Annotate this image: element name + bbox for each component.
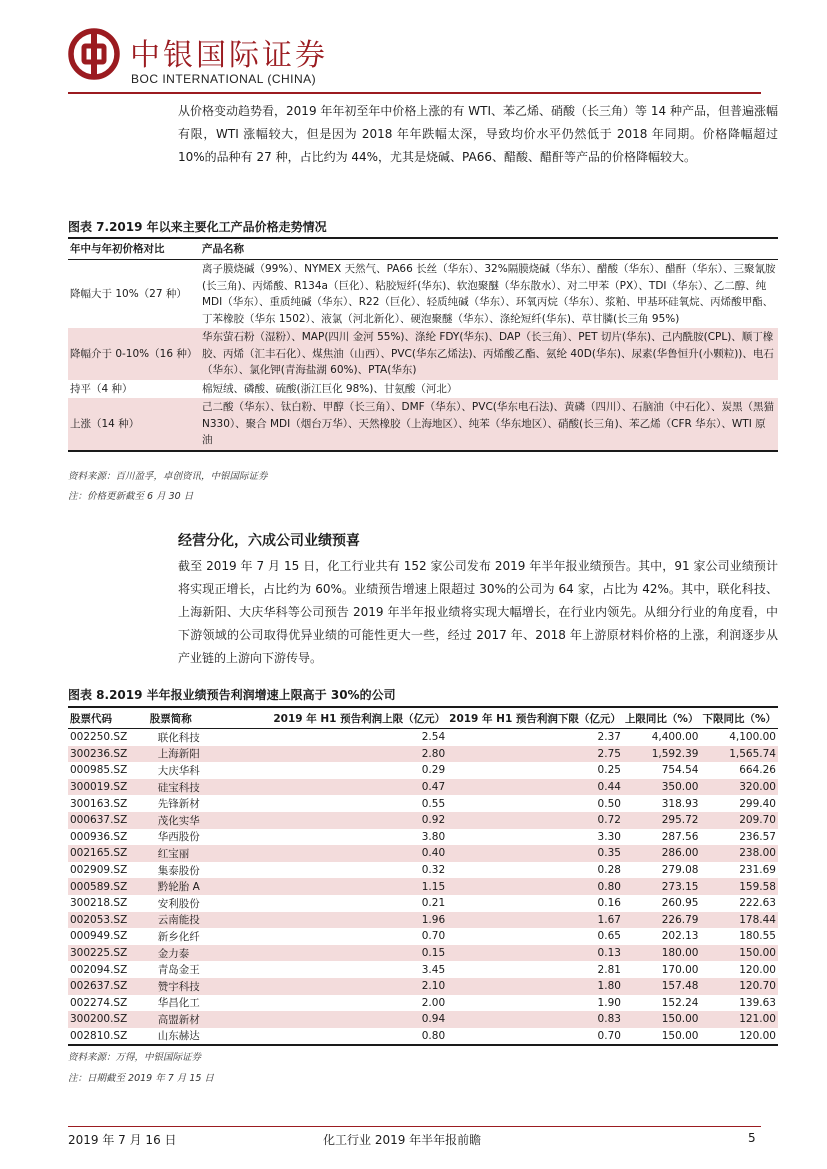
table-row [68, 895, 778, 912]
figure8-title: 图表 8.2019 半年报业绩预告利润增速上限高于 30%的公司 [68, 688, 396, 702]
table-row [68, 380, 778, 399]
yoy-lower: 120.00 [700, 1028, 778, 1046]
figure7-note: 注：价格更新截至 6 月 30 日 [68, 491, 194, 502]
figure7-title: 图表 7.2019 年以来主要化工产品价格走势情况 [68, 220, 327, 234]
stock-name: 高盟新材 [148, 1011, 272, 1028]
stock-code: 300225.SZ [68, 945, 148, 962]
stock-code: 002274.SZ [70, 996, 128, 1009]
yoy-lower: 236.57 [739, 830, 776, 843]
profit-lower: 0.50 [597, 797, 621, 810]
yoy-upper: 260.95 [661, 897, 699, 910]
profit-lower: 0.16 [597, 897, 621, 910]
page-header [68, 28, 768, 98]
boc-logo-icon [68, 28, 120, 80]
profit-lower: 0.13 [447, 945, 623, 962]
stock-code: 300218.SZ [70, 897, 128, 910]
row-category: 持平（4 种） [70, 382, 133, 395]
yoy-lower: 320.00 [700, 779, 778, 796]
table-row [68, 961, 778, 978]
intro-paragraph: 从价格变动趋势看，2019 年年初至年中价格上涨的有 WTI、苯乙烯、硝酸（长三角）等 14 种产品，但普遍涨幅有限，WTI 涨幅较大，但是因为 2018 年年跌幅太深，导致均价水平仍然低于 2018 年同期。价格降幅超过 10%的品种有 27 种，占比约为 44%，尤其是烧碱、PA66、醋酸、醋酐等产品的价格降幅较大。 [178, 104, 778, 164]
profit-lower: 0.80 [447, 878, 623, 895]
row-category: 降幅大于 10%（27 种） [70, 287, 187, 300]
stock-code: 002250.SZ [70, 731, 128, 744]
stock-code: 000949.SZ [70, 930, 128, 943]
table-row [68, 1011, 778, 1028]
yoy-upper: 202.13 [661, 930, 699, 943]
row-category: 降幅介于 0-10%（16 种） [68, 328, 200, 380]
table-row [68, 398, 778, 451]
stock-name: 集泰股份 [157, 864, 200, 877]
profit-lower: 0.44 [447, 779, 623, 796]
profit-upper: 0.47 [271, 779, 447, 796]
table-row [68, 928, 778, 945]
profit-upper: 2.00 [421, 996, 446, 1009]
table-row [68, 779, 778, 796]
stock-code: 000589.SZ [68, 878, 148, 895]
profit-upper: 3.80 [421, 830, 446, 843]
profit-lower: 3.30 [597, 830, 621, 843]
table-row [68, 1028, 778, 1046]
yoy-upper: 180.00 [623, 945, 701, 962]
column-header: 产品名称 [200, 238, 778, 260]
table-row [68, 878, 778, 895]
table-row [68, 862, 778, 879]
column-header: 下限同比（%） [700, 707, 778, 729]
yoy-upper: 226.79 [623, 912, 701, 929]
profit-upper: 0.92 [271, 812, 447, 829]
stock-name: 赞宇科技 [148, 978, 272, 995]
yoy-upper: 4,400.00 [651, 731, 699, 744]
stock-code: 300163.SZ [70, 797, 128, 810]
yoy-lower: 180.55 [739, 930, 776, 943]
profit-upper: 2.54 [421, 731, 446, 744]
stock-code: 300200.SZ [68, 1011, 148, 1028]
row-category: 上涨（14 种） [68, 398, 200, 451]
stock-name: 黔轮胎 A [148, 878, 272, 895]
yoy-upper: 150.00 [623, 1028, 701, 1046]
profit-lower: 1.80 [447, 978, 623, 995]
stock-name: 安利股份 [157, 897, 200, 910]
table-row [68, 260, 778, 329]
stock-code: 000985.SZ [70, 764, 128, 777]
stock-name: 上海新阳 [148, 746, 272, 763]
stock-name: 华西股份 [157, 831, 200, 844]
stock-name: 先锋新材 [157, 798, 200, 811]
section-paragraph: 截至 2019 年 7 月 15 日，化工行业共有 152 家公司发布 2019 年半年报业绩预告。其中，91 家公司业绩预计将实现正增长，占比约为 60%。业绩预告增速上限超过 30%的公司为 64 家，占比为 42%。其中，联化科技、上海新阳、大庆华科等公司预告 2019 年半年报业绩将实现大幅增长，在行业内领先。从细分行业的角度看，中下游领域的公司取得优异业绩的可能性更大一些，经过 2017 年、2018 年上游原材料价格的上涨，利润逐步从产业链的上游向下游传导。 [178, 559, 778, 665]
profit-lower: 1.90 [597, 996, 621, 1009]
yoy-upper: 152.24 [661, 996, 699, 1009]
yoy-lower: 238.00 [700, 845, 778, 862]
profit-upper: 0.40 [271, 845, 447, 862]
yoy-lower: 4,100.00 [729, 731, 776, 744]
yoy-lower: 121.00 [700, 1011, 778, 1028]
figure8-source: 资料来源：万得，中银国际证券 [68, 1052, 202, 1063]
stock-name: 联化科技 [157, 731, 200, 744]
profit-lower: 1.67 [447, 912, 623, 929]
yoy-upper: 295.72 [623, 812, 701, 829]
yoy-upper: 273.15 [623, 878, 701, 895]
profit-upper: 1.96 [271, 912, 447, 929]
brand-name-en: BOC INTERNATIONAL (CHINA) [131, 72, 317, 86]
table-row [68, 746, 778, 763]
table-row [68, 845, 778, 862]
profit-upper: 0.15 [271, 945, 447, 962]
table-row [68, 812, 778, 829]
table-row [68, 729, 778, 746]
profit-lower: 2.37 [597, 731, 621, 744]
yoy-lower: 120.70 [700, 978, 778, 995]
profit-upper: 0.55 [421, 797, 446, 810]
profit-upper: 0.80 [271, 1028, 447, 1046]
table-row [68, 762, 778, 779]
stock-code: 300019.SZ [68, 779, 148, 796]
table-header-row [68, 238, 778, 260]
stock-code: 000936.SZ [70, 830, 128, 843]
stock-code: 300236.SZ [68, 746, 148, 763]
stock-code: 002165.SZ [68, 845, 148, 862]
footer-doc-title: 化工行业 2019 年半年报前瞻 [323, 1133, 482, 1147]
row-products: 离子膜烧碱（99%）、NYMEX 天然气、PA66 长丝（华东）、32%隔膜烧碱（华东）、醋酸（华东）、醋酐（华东）、三聚氰胺(长三角)、丙烯酸、R134a（巨化）、粘胶短纤(华东)、软泡聚醚（华东散水）、对二甲苯（PX）、TDI（华东）、乙二醇、纯 MDI（华东）、重质纯碱（华东）、R22（巨化）、轻质纯碱（华东）、环氧丙烷（华东）、浆粕、甲基环硅氧烷、丙烯酸甲酯、丁苯橡胶（华东 1502）、液氯（河北新化）、硬泡聚醚（华东）、涤纶短纤(华东)、草甘膦(长三角 95%) [202, 263, 776, 325]
profit-lower: 0.35 [447, 845, 623, 862]
table-row [68, 912, 778, 929]
profit-upper: 0.29 [421, 764, 446, 777]
yoy-lower: 139.63 [739, 996, 776, 1009]
figure7-source: 资料来源：百川盈孚，卓创资讯，中银国际证券 [68, 471, 268, 482]
footer-date: 2019 年 7 月 16 日 [68, 1133, 177, 1147]
stock-name: 硅宝科技 [148, 779, 272, 796]
stock-name: 茂化实华 [148, 812, 272, 829]
profit-lower: 0.70 [447, 1028, 623, 1046]
stock-name: 青岛金王 [157, 964, 200, 977]
stock-name: 新乡化纤 [157, 930, 200, 943]
yoy-upper: 318.93 [661, 797, 699, 810]
yoy-upper: 150.00 [623, 1011, 701, 1028]
stock-code: 002909.SZ [70, 864, 128, 877]
column-header: 股票简称 [148, 707, 272, 729]
profit-upper: 0.21 [421, 897, 446, 910]
profit-lower: 0.65 [597, 930, 621, 943]
profit-lower: 0.25 [597, 764, 621, 777]
profit-lower: 2.75 [447, 746, 623, 763]
column-header: 年中与年初价格对比 [68, 238, 200, 260]
yoy-lower: 150.00 [700, 945, 778, 962]
table-row [68, 978, 778, 995]
yoy-upper: 157.48 [623, 978, 701, 995]
column-header: 上限同比（%） [623, 707, 701, 729]
stock-code: 000637.SZ [68, 812, 148, 829]
table-row [68, 328, 778, 380]
stock-name: 大庆华科 [157, 764, 200, 777]
column-header: 股票代码 [68, 707, 148, 729]
yoy-upper: 279.08 [661, 864, 699, 877]
stock-name: 云南能投 [148, 912, 272, 929]
stock-code: 002810.SZ [68, 1028, 148, 1046]
section-heading: 经营分化，六成公司业绩预喜 [178, 533, 360, 549]
table-row [68, 995, 778, 1012]
profit-upper: 1.15 [271, 878, 447, 895]
stock-code: 002094.SZ [70, 963, 128, 976]
profit-upper: 3.45 [421, 963, 446, 976]
yoy-upper: 754.54 [661, 764, 699, 777]
yoy-lower: 178.44 [700, 912, 778, 929]
yoy-upper: 286.00 [623, 845, 701, 862]
yoy-lower: 159.58 [700, 878, 778, 895]
yoy-lower: 1,565.74 [700, 746, 778, 763]
stock-name: 山东赫达 [148, 1028, 272, 1046]
profit-lower: 0.72 [447, 812, 623, 829]
row-products: 己二酸（华东）、钛白粉、甲醇（长三角）、DMF（华东）、PVC(华东电石法)、黄磷（四川）、石脑油（中石化）、炭黑（黑猫 N330）、聚合 MDI（烟台万华）、天然橡胶（上海地区）、纯苯（华东地区）、硝酸(长三角)、苯乙烯（CFR 华东）、WTI 原油 [200, 398, 778, 451]
yoy-upper: 1,592.39 [623, 746, 701, 763]
brand-name-cn: 中银国际证券 [130, 38, 328, 73]
profit-upper: 0.70 [421, 930, 446, 943]
table-row [68, 945, 778, 962]
figure7-table [68, 237, 778, 452]
footer-rule [68, 1126, 761, 1127]
profit-upper: 0.94 [271, 1011, 447, 1028]
stock-name: 华昌化工 [157, 997, 200, 1010]
yoy-lower: 222.63 [739, 897, 776, 910]
stock-name: 红宝丽 [148, 845, 272, 862]
yoy-lower: 231.69 [739, 864, 776, 877]
yoy-upper: 350.00 [623, 779, 701, 796]
yoy-lower: 664.26 [739, 764, 776, 777]
figure8-body [68, 729, 778, 1046]
row-products: 棉短绒、磷酸、硫酸(浙江巨化 98%)、甘氨酸（河北） [202, 382, 458, 395]
profit-lower: 2.81 [597, 963, 621, 976]
profit-upper: 2.10 [271, 978, 447, 995]
profit-lower: 0.83 [447, 1011, 623, 1028]
yoy-lower: 299.40 [739, 797, 776, 810]
row-products: 华东萤石粉（湿粉）、MAP(四川 金河 55%)、涤纶 FDY(华东)、DAP（长三角）、PET 切片(华东)、己内酰胺(CPL)、顺丁橡胶、丙烯（汇丰石化）、煤焦油（山西）、PVC(华东乙烯法)、丙烯酸乙酯、氨纶 40D(华东)、尿素(华鲁恒升(小颗粒))、电石（华东）、氯化钾(青海盐湖 60%)、PTA(华东) [200, 328, 778, 380]
profit-upper: 2.80 [271, 746, 447, 763]
profit-upper: 0.32 [421, 864, 446, 877]
yoy-lower: 209.70 [700, 812, 778, 829]
header-rule [68, 92, 761, 94]
figure8-note: 注：日期截至 2019 年 7 月 15 日 [68, 1073, 214, 1084]
yoy-upper: 287.56 [661, 830, 699, 843]
table-row [68, 795, 778, 812]
stock-code: 002637.SZ [68, 978, 148, 995]
figure8-table [68, 706, 778, 1046]
stock-name: 金力泰 [148, 945, 272, 962]
yoy-upper: 170.00 [661, 963, 699, 976]
column-header: 2019 年 H1 预告利润下限（亿元） [447, 707, 623, 729]
yoy-lower: 120.00 [739, 963, 776, 976]
stock-code: 002053.SZ [68, 912, 148, 929]
column-header: 2019 年 H1 预告利润上限（亿元） [271, 707, 447, 729]
table-row [68, 829, 778, 846]
table-header-row [68, 707, 778, 729]
profit-lower: 0.28 [597, 864, 621, 877]
page-number: 5 [748, 1131, 756, 1145]
